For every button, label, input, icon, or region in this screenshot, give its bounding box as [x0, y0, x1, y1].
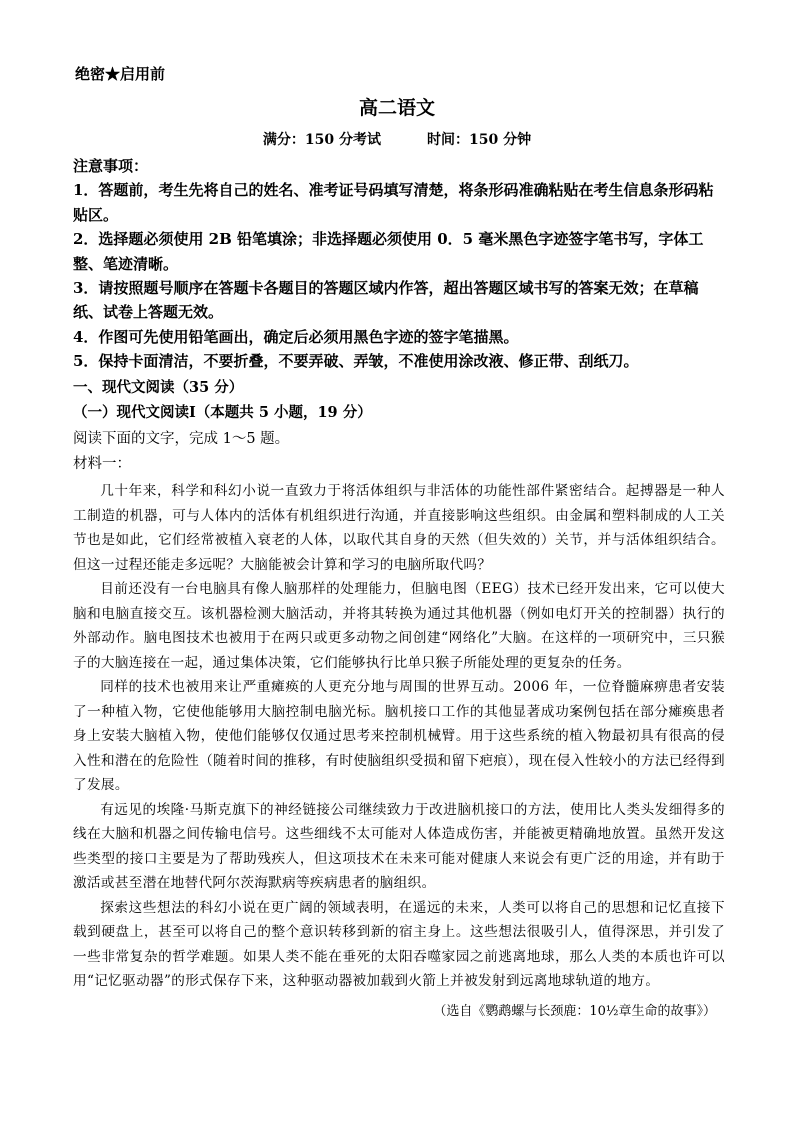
note-item: 1．答题前，考生先将自己的姓名、准考证号码填写清楚，将条形码准确粘贴在考生信息条形码粘贴区。 [73, 181, 714, 224]
time-info: 时间：150 分钟 [427, 132, 532, 148]
section-title: 一、现代文阅读（35 分） [73, 379, 244, 396]
section-instruction: 阅读下面的文字，完成 1～5 题。 [73, 431, 290, 447]
exam-meta [0, 130, 794, 150]
passage-source: （选自《鹦鹉螺与长颈鹿：10½章生命的故事》） [433, 1004, 716, 1019]
passage-paragraph: 有远见的埃隆·马斯克旗下的神经链接公司继续致力于改进脑机接口的方法，使用比人类头发细得多的线在大脑和机器之间传输电信号。这些细线不太可能对人体造成伤害，并能被更精确地放置。虽然开发这些类型的接口主要是为了帮助残疾人，但这项技术在未来可能对健康人来说会有更广泛的用途，并有助于激活或甚至潜在地替代阿尔茨海默病等疾病患者的脑组织。 [73, 801, 725, 891]
score-info: 满分：150 分考试 [262, 132, 381, 148]
secret-label: 绝密★启用前 [75, 65, 166, 83]
passage-paragraph: 几十年来，科学和科幻小说一直致力于将活体组织与非活体的功能性部件紧密结合。起搏器是一种人工制造的机器，可与人体内的活体有机组织进行沟通，并直接影响这些组织。由金属和塑料制成的人工关节也是如此，它们经常被植入衰老的人体，以取代其自身的天然（但失效的）关节，并与活体组织结合。但这一过程还能走多远呢？大脑能被会计算和学习的电脑所取代吗？ [73, 483, 725, 573]
passage [73, 479, 725, 994]
passage-paragraph: 目前还没有一台电脑具有像人脑那样的处理能力，但脑电图（EEG）技术已经开发出来，它可以使大脑和电脑直接交互。该机器检测大脑活动，并将其转换为通过其他机器（例如电灯开关的控制器）执行的外部动作。脑电图技术也被用于在两只或更多动物之间创建“网络化”大脑。在这样的一项研究中，三只猴子的大脑连接在一起，通过集体决策，它们能够执行比单只猴子所能处理的更复杂的任务。 [73, 581, 725, 671]
note-item: 4．作图可先使用铅笔画出，确定后必须用黑色字迹的签字笔描黑。 [73, 327, 519, 346]
note-item: 3．请按照题号顺序在答题卡各题目的答题区域内作答，超出答题区域书写的答案无效；在草稿纸、试卷上答题无效。 [73, 279, 699, 322]
section-subtitle: （一）现代文阅读Ⅰ（本题共 5 小题，19 分） [73, 404, 372, 421]
passage-paragraph: 同样的技术也被用来让严重瘫痪的人更充分地与周围的世界互动。2006 年，一位脊髓麻痹患者安装了一种植入物，它使他能够用大脑控制电脑光标。脑机接口工作的其他显著成功案例包括在部分瘫痪患者身上安装大脑植入物，使他们能够仅仅通过思考来控制机械臂。用于这些系统的植入物最初具有很高的侵入性和潜在的危险性（随着时间的推移，有时使脑组织受损和留下疤痕），现在侵入性较小的方法已经得到了发展。 [73, 679, 725, 793]
page-title: 高二语文 [358, 97, 435, 119]
notes-heading: 注意事项： [73, 157, 149, 175]
material-label: 材料一： [73, 456, 131, 472]
note-item: 2．选择题必须使用 2B 铅笔填涂；非选择题必须使用 0．5 毫米黑色字迹签字笔书写，字体工整、笔迹清晰。 [73, 230, 704, 273]
note-item: 5．保持卡面清洁，不要折叠，不要弄破、弄皱，不准使用涂改液、修正带、刮纸刀。 [73, 352, 639, 371]
notes-block [73, 154, 725, 374]
passage-paragraph: 探索这些想法的科幻小说在更广阔的领域表明，在遥远的未来，人类可以将自己的思想和记忆直接下载到硬盘上，甚至可以将自己的整个意识转移到新的宿主身上。这些想法很吸引人，值得深思，并引发了一些非常复杂的哲学难题。如果人类不能在垂死的太阳吞噬家园之前逃离地球，那么人类的本质也许可以用“记忆驱动器”的形式保存下来，这种驱动器被加载到火箭上并被发射到远离地球轨道的地方。 [73, 899, 725, 989]
